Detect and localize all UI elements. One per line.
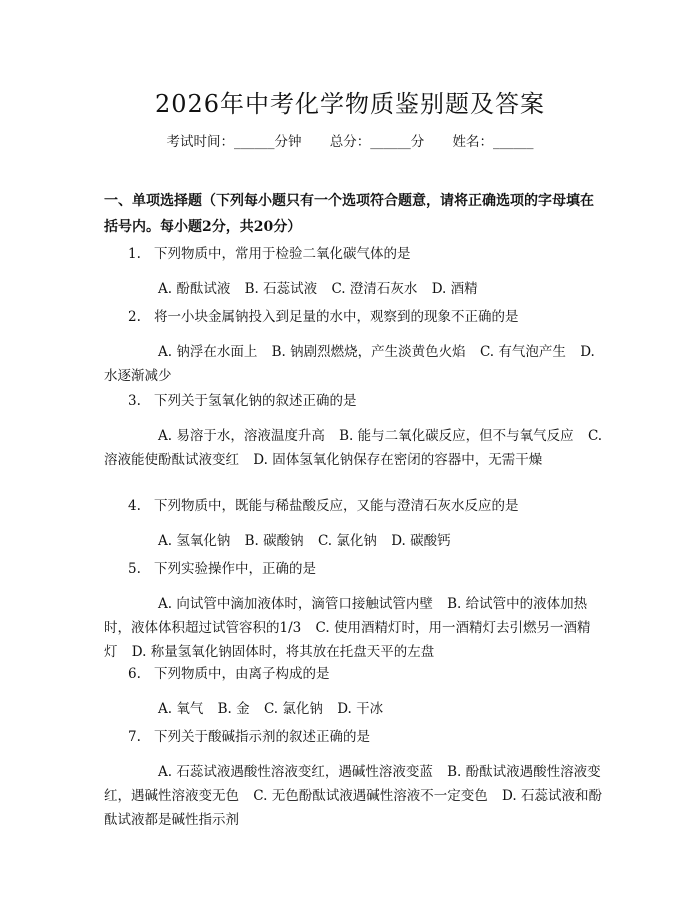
- option-b: B. 石蕊试液: [244, 281, 318, 297]
- option-a: A. 钠浮在水面上: [158, 344, 258, 360]
- option-c: C. 澄清石灰水: [331, 281, 418, 297]
- question-number: 2.: [128, 309, 141, 325]
- page-title: 2026年中考化学物质鉴别题及答案: [154, 90, 546, 118]
- option-d: D. 固体氢氧化钠保存在密闭的容器中，无需干燥: [253, 452, 543, 468]
- question-3: [104, 389, 604, 472]
- option-b: B. 金: [217, 701, 250, 717]
- option-c: C. 氯化钠: [263, 701, 323, 717]
- question-number: 6.: [128, 666, 141, 682]
- option-d: D. 干冰: [337, 701, 384, 717]
- question-number: 4.: [128, 498, 141, 514]
- option-b: B. 酚酞试液遇酸性溶液变红，遇碱性溶液变无色: [104, 764, 601, 804]
- options: [104, 592, 604, 664]
- question-number: 1.: [128, 246, 141, 262]
- question-stem: 下列关于酸碱指示剂的叙述正确的是: [154, 729, 370, 745]
- options: [104, 340, 604, 388]
- name-field: 姓名：______: [452, 134, 534, 150]
- question-stem: 下列物质中，由离子构成的是: [154, 666, 330, 682]
- question-number: 5.: [128, 561, 141, 577]
- question-stem: 下列物质中，常用于检验二氧化碳气体的是: [154, 246, 411, 262]
- question-6: [104, 662, 604, 721]
- question-stem: 将一小块金属钠投入到足量的水中，观察到的现象不正确的是: [154, 309, 519, 325]
- option-d: D. 称量氢氧化钠固体时，将其放在托盘天平的左盘: [131, 644, 435, 660]
- option-c: C. 使用酒精灯时，用一酒精灯去引燃另一酒精灯: [104, 620, 591, 660]
- total-score-field: 总分：______分: [329, 134, 425, 150]
- options: [104, 277, 604, 301]
- question-stem: 下列关于氢氧化钠的叙述正确的是: [154, 393, 357, 409]
- option-d: D. 碳酸钙: [391, 533, 451, 549]
- option-c: C. 有气泡产生: [479, 344, 566, 360]
- option-a: A. 易溶于水，溶液温度升高: [158, 428, 325, 444]
- exam-meta: [0, 130, 700, 150]
- section-heading: 一、单项选择题（下列每小题只有一个选项符合题意，请将正确选项的字母填在括号内。每小题2分，共20分）: [104, 193, 594, 235]
- option-a: A. 石蕊试液遇酸性溶液变红，遇碱性溶液变蓝: [158, 764, 433, 780]
- option-b: B. 碳酸钠: [244, 533, 304, 549]
- question-1: [104, 242, 604, 301]
- option-b: B. 给试管中的液体加热时，液体体积超过试管容积的1/3: [104, 596, 588, 636]
- option-a: A. 酚酞试液: [158, 281, 231, 297]
- option-a: A. 氧气: [158, 701, 204, 717]
- option-b: B. 能与二氧化碳反应，但不与氧气反应: [339, 428, 574, 444]
- option-c: C. 溶液能使酚酞试液变红: [104, 428, 603, 468]
- question-2: [104, 305, 604, 388]
- option-d: D. 水逐渐减少: [104, 344, 595, 384]
- option-a: A. 向试管中滴加液体时，滴管口接触试管内壁: [158, 596, 433, 612]
- question-stem: 下列实验操作中，正确的是: [154, 561, 316, 577]
- options: [104, 697, 604, 721]
- option-d: D. 酒精: [431, 281, 478, 297]
- option-d: D. 石蕊试液和酚酞试液都是碱性指示剂: [104, 788, 602, 828]
- question-stem: 下列物质中，既能与稀盐酸反应，又能与澄清石灰水反应的是: [154, 498, 519, 514]
- question-4: [104, 494, 604, 553]
- option-c: C. 氯化钠: [317, 533, 377, 549]
- option-c: C. 无色酚酞试液遇碱性溶液不一定变色: [253, 788, 488, 804]
- option-b: B. 钠剧烈燃烧，产生淡黄色火焰: [271, 344, 466, 360]
- exam-time-field: 考试时间：______分钟: [166, 134, 302, 150]
- question-7: [104, 725, 604, 832]
- option-a: A. 氢氧化钠: [158, 533, 231, 549]
- options: [104, 529, 604, 553]
- options: [104, 424, 604, 472]
- options: [104, 760, 604, 832]
- question-number: 3.: [128, 393, 141, 409]
- question-5: [104, 557, 604, 664]
- question-number: 7.: [128, 729, 141, 745]
